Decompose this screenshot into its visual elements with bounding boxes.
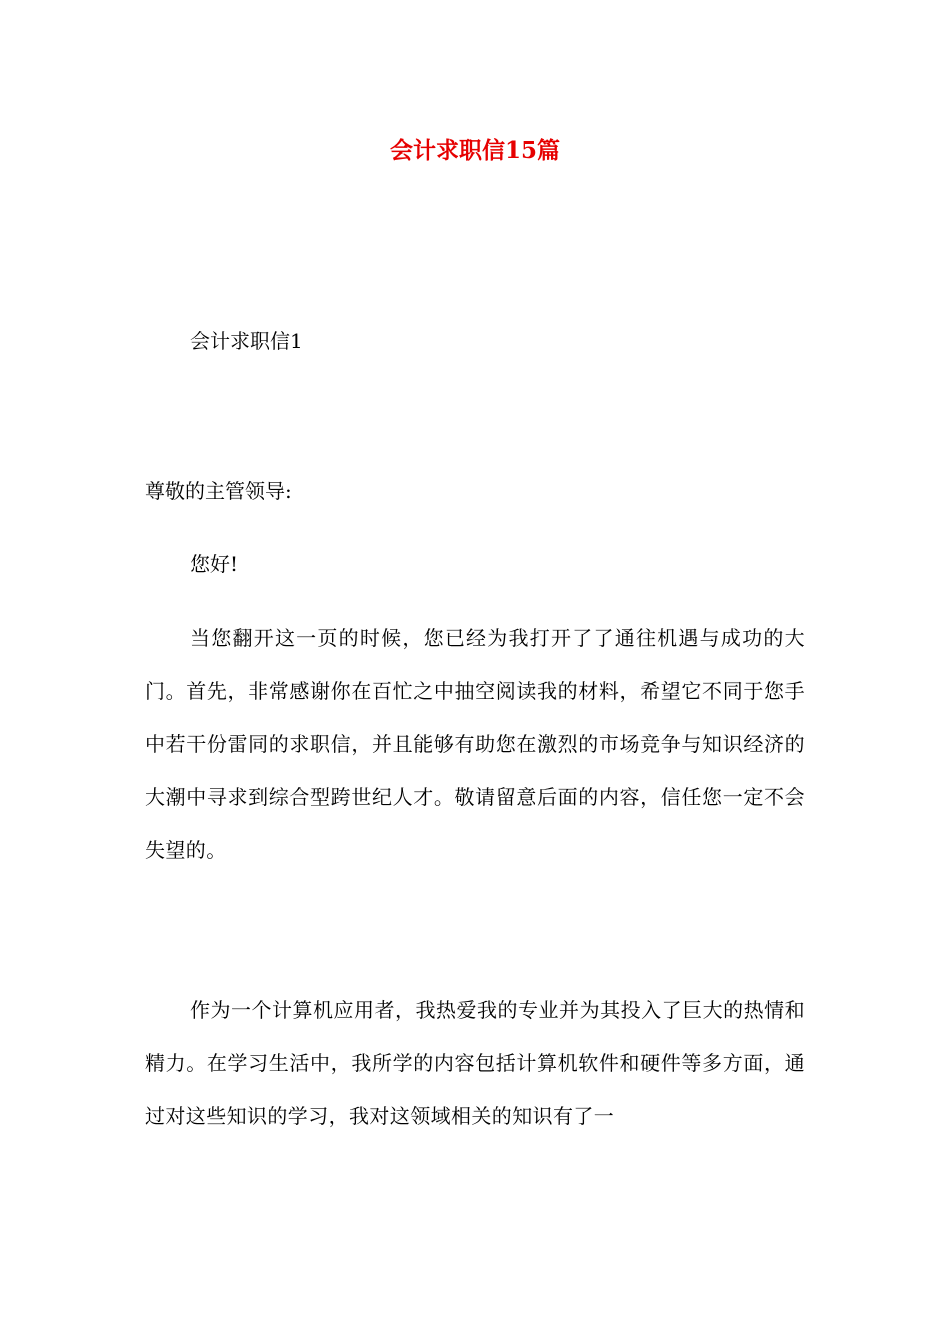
body-paragraph: 作为一个计算机应用者，我热爱我的专业并为其投入了巨大的热情和精力。在学习生活中，我所学的内容包括计算机软件和硬件等多方面，通过对这些知识的学习，我对这领域相关的知识有了一	[145, 998, 805, 1128]
salutation: 尊敬的主管领导:	[145, 479, 292, 503]
document-title: 会计求职信15篇	[389, 137, 560, 164]
body-paragraph: 当您翻开这一页的时候，您已经为我打开了了通往机遇与成功的大门。首先，非常感谢你在百忙之中抽空阅读我的材料，希望它不同于您手中若干份雷同的求职信，并且能够有助您在激烈的市场竞争与知识经济的大潮中寻求到综合型跨世纪人才。敬请留意后面的内容，信任您一定不会失望的。	[145, 626, 805, 862]
greeting: 您好!	[190, 552, 239, 576]
section-heading: 会计求职信1	[190, 329, 303, 353]
